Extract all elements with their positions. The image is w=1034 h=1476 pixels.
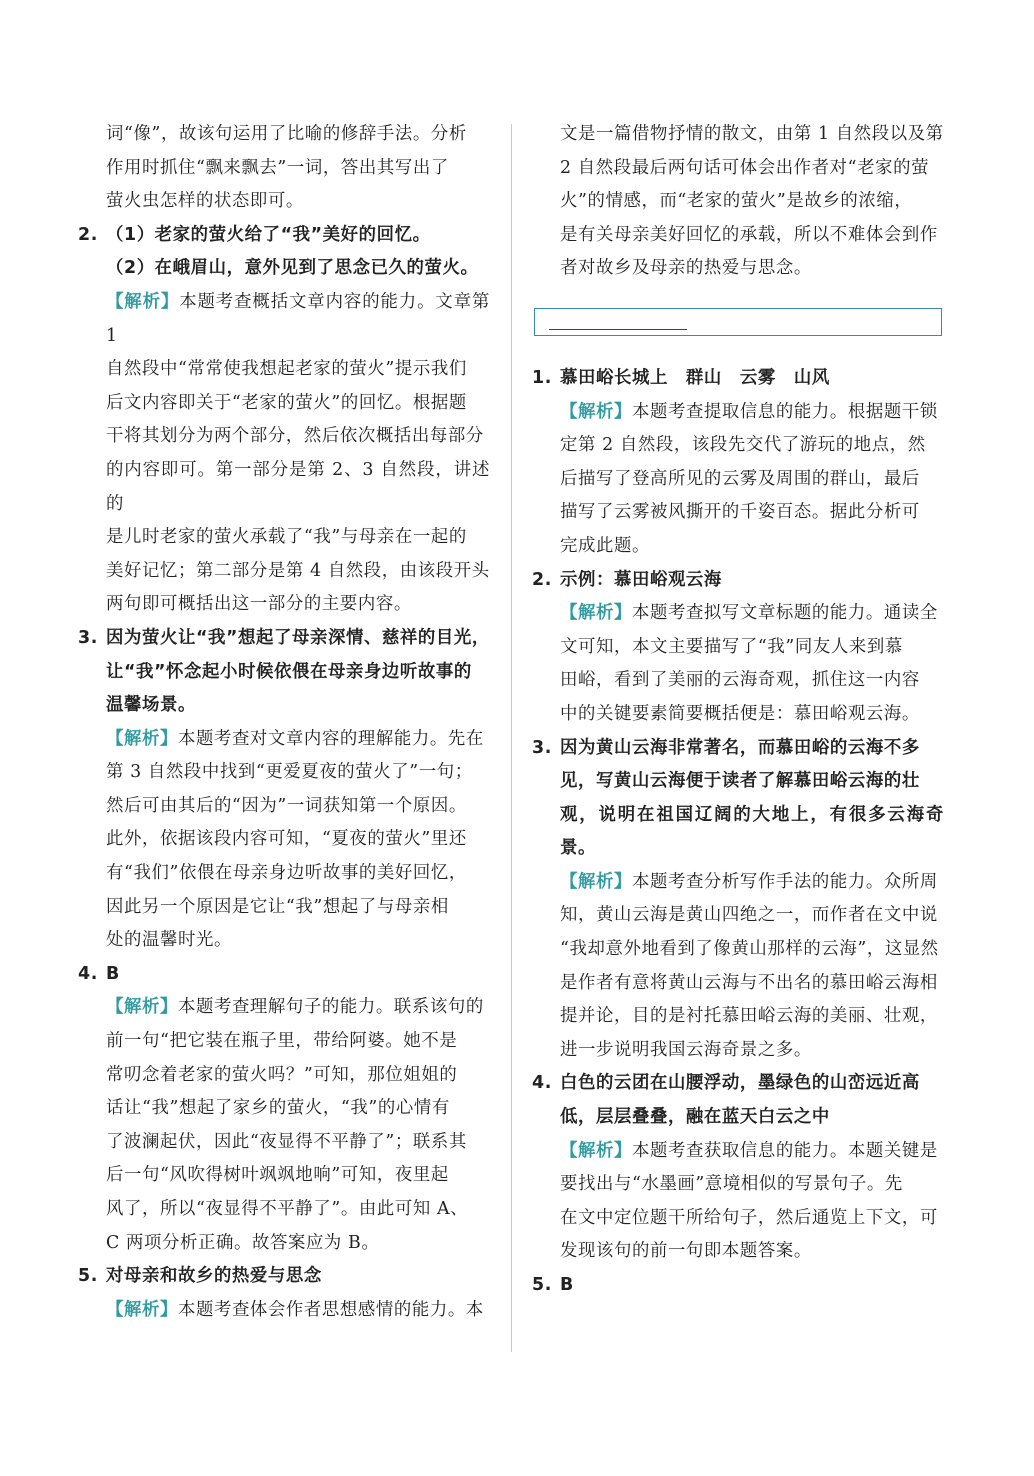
text-line: 火”的情感，而“老家的萤火”是故乡的浓缩， <box>560 191 913 212</box>
left-column <box>78 118 490 1327</box>
explanation-line: 文可知，本文主要描写了“我”同友人来到慕 <box>560 636 903 657</box>
explanation-line: 定第 2 自然段，该段先交代了游玩的地点，然 <box>560 435 926 456</box>
explanation-line: 提并论，目的是衬托慕田峪云海的美丽、壮观， <box>560 1006 938 1027</box>
explanation-line: C 两项分析正确。故答案应为 B。 <box>106 1232 380 1253</box>
explanation-line: 风了，所以“夜显得不平静了”。由此可知 A、 <box>106 1199 469 1219</box>
answer-line: 温馨场景。 <box>106 695 196 716</box>
explanation-line: 干将其划分为两个部分，然后依次概括出每部分 <box>106 426 484 447</box>
explanation-line: 完成此题。 <box>560 535 650 556</box>
answer-line: B <box>560 1275 574 1295</box>
text-line: 文是一篇借物抒情的散文，由第 1 自然段以及第 <box>560 124 944 144</box>
explanation-line: 本题考查对文章内容的理解能力。先在 <box>177 728 484 749</box>
explanation-line: 常叨念着老家的萤火吗？”可知，那位姐姐的 <box>106 1064 458 1085</box>
question-number: 4. <box>78 963 98 984</box>
explanation-line: 自然段中“常常使我想起老家的萤火”提示我们 <box>106 359 467 380</box>
analysis-tag: 【解析】 <box>560 1140 632 1161</box>
explanation-line: 要找出与“水墨画”意境相似的写景句子。先 <box>560 1174 903 1195</box>
left-intro <box>78 118 490 219</box>
explanation-line: 知，黄山云海是黄山四绝之一，而作者在文中说 <box>560 905 938 926</box>
explanation-line: 本题考查概括文章内容的能力。文章第 1 <box>106 291 490 346</box>
explanation-line: 描写了云雾被风撕开的千姿百态。据此分析可 <box>560 502 920 523</box>
explanation <box>78 723 490 958</box>
explanation-line: 本题考查体会作者思想感情的能力。本 <box>177 1299 484 1320</box>
answer-line: 让“我”怀念起小时候依偎在母亲身边听故事的 <box>106 661 472 682</box>
explanation-line: 第 3 自然段中找到“更爱夏夜的萤火了”一句； <box>106 762 473 783</box>
explanation-line: “我却意外地看到了像黄山那样的云海”，这显然 <box>560 939 939 960</box>
question-number: 2. <box>78 224 98 245</box>
question-number: 2. <box>532 569 552 590</box>
answer-line: 慕田峪长城上 群山 云雾 山风 <box>560 367 830 388</box>
analysis-tag: 【解析】 <box>560 603 632 624</box>
analysis-tag: 【解析】 <box>560 401 632 422</box>
answer-line: 因为黄山云海非常著名，而慕田峪的云海不多 <box>560 737 920 758</box>
left-question-5 <box>78 1260 490 1327</box>
explanation-line: 是作者有意将黄山云海与不出名的慕田峪云海相 <box>560 972 938 993</box>
explanation <box>78 286 490 622</box>
explanation <box>532 1135 944 1269</box>
explanation-line: 然后可由其后的“因为”一词获知第一个原因。 <box>106 795 467 816</box>
right-question-3 <box>532 732 944 1068</box>
explanation <box>532 597 944 731</box>
explanation-line: 有“我们”依偎在母亲身边听故事的美好回忆， <box>106 863 467 884</box>
explanation-line: 发现该句的前一句即本题答案。 <box>560 1241 812 1262</box>
right-question-2 <box>532 564 944 732</box>
right-column <box>532 118 944 1303</box>
explanation-line: 后一句“风吹得树叶飒飒地响”可知，夜里起 <box>106 1165 449 1186</box>
text-line: 萤火虫怎样的状态即可。 <box>106 191 304 212</box>
explanation-line: 处的温馨时光。 <box>106 930 232 951</box>
explanation-line: 前一句“把它装在瓶子里，带给阿婆。她不是 <box>106 1031 458 1052</box>
explanation-line: 本题考查提取信息的能力。根据题干锁 <box>631 401 938 422</box>
explanation-line: 后文内容即关于“老家的萤火”的回忆。根据题 <box>106 392 467 413</box>
explanation <box>78 1294 490 1328</box>
analysis-tag: 【解析】 <box>106 1299 178 1320</box>
explanation-line: 两句即可概括出这一部分的主要内容。 <box>106 594 412 615</box>
question-number: 1. <box>532 367 552 388</box>
text-line: 作用时抓住“飘来飘去”一词，答出其写出了 <box>106 157 449 178</box>
explanation-line: 是儿时老家的萤火承载了“我”与母亲在一起的 <box>106 527 467 548</box>
analysis-tag: 【解析】 <box>560 871 632 892</box>
right-question-1 <box>532 362 944 564</box>
text-line: 是有关母亲美好回忆的承载，所以不难体会到作 <box>560 224 938 245</box>
answer-line: 见，写黄山云海便于读者了解慕田峪云海的壮 <box>560 771 920 792</box>
explanation <box>532 396 944 564</box>
explanation-line: 田峪，看到了美丽的云海奇观，抓住这一内容 <box>560 670 920 691</box>
text-line: 词“像”，故该句运用了比喻的修辞手法。分析 <box>106 124 467 144</box>
answer-line: （1）老家的萤火给了“我”美好的回忆。 <box>106 224 431 245</box>
analysis-tag: 【解析】 <box>106 728 178 749</box>
section-title-box <box>534 308 942 336</box>
column-divider <box>511 124 512 1352</box>
analysis-tag: 【解析】 <box>106 997 178 1018</box>
explanation <box>532 866 944 1068</box>
explanation-line: 此外，依据该段内容可知，“夏夜的萤火”里还 <box>106 829 467 850</box>
question-number: 4. <box>532 1073 552 1094</box>
text-line: 2 自然段最后两句话可体会出作者对“老家的萤 <box>560 157 930 178</box>
question-number: 5. <box>532 1275 552 1295</box>
answer-line: 对母亲和故乡的热爱与思念 <box>106 1266 322 1287</box>
answer-line: 观，说明在祖国辽阔的大地上，有很多云海奇景。 <box>560 804 944 859</box>
question-number: 5. <box>78 1266 98 1287</box>
explanation-line: 因此另一个原因是它让“我”想起了与母亲相 <box>106 896 449 917</box>
right-intro <box>532 118 944 286</box>
explanation-line: 话让“我”想起了家乡的萤火，“我”的心情有 <box>106 1098 450 1119</box>
text-line: 者对故乡及母亲的热爱与思念。 <box>560 258 812 279</box>
answer-line: （2）在峨眉山，意外见到了思念已久的萤火。 <box>106 258 479 279</box>
explanation-line: 本题考查获取信息的能力。本题关键是 <box>631 1140 938 1161</box>
answer-line: B <box>106 963 120 984</box>
answer-line: 低，层层叠叠，融在蓝天白云之中 <box>560 1107 830 1128</box>
right-question-4 <box>532 1067 944 1269</box>
explanation-line: 本题考查拟写文章标题的能力。通读全 <box>631 603 938 624</box>
right-question-5 <box>532 1269 944 1303</box>
left-question-3 <box>78 622 490 958</box>
question-number: 3. <box>532 737 552 758</box>
explanation-line: 了波澜起伏，因此“夜显得不平静了”；联系其 <box>106 1131 467 1152</box>
answer-line: 示例：慕田峪观云海 <box>560 569 722 590</box>
explanation-line: 在文中定位题干所给句子，然后通览上下文，可 <box>560 1207 938 1228</box>
answer-line: 因为萤火让“我”想起了母亲深情、慈祥的目光， <box>106 627 490 648</box>
explanation-line: 后描写了登高所见的云雾及周围的群山，最后 <box>560 468 920 489</box>
left-question-2 <box>78 219 490 622</box>
explanation-line: 本题考查理解句子的能力。联系该句的 <box>177 997 484 1018</box>
explanation-line: 中的关键要素简要概括便是：慕田峪观云海。 <box>560 703 920 724</box>
blank-underline <box>549 329 687 330</box>
explanation-line: 的内容即可。第一部分是第 2、3 自然段，讲述的 <box>106 459 490 514</box>
question-number: 3. <box>78 627 98 648</box>
explanation-line: 进一步说明我国云海奇景之多。 <box>560 1039 812 1060</box>
analysis-tag: 【解析】 <box>106 291 180 312</box>
left-question-4 <box>78 958 490 1260</box>
explanation-line: 美好记忆；第二部分是第 4 自然段，由该段开头 <box>106 560 490 581</box>
answer-line: 白色的云团在山腰浮动，墨绿色的山峦远近高 <box>560 1073 920 1094</box>
explanation <box>78 991 490 1260</box>
explanation-line: 本题考查分析写作手法的能力。众所周 <box>631 871 938 892</box>
